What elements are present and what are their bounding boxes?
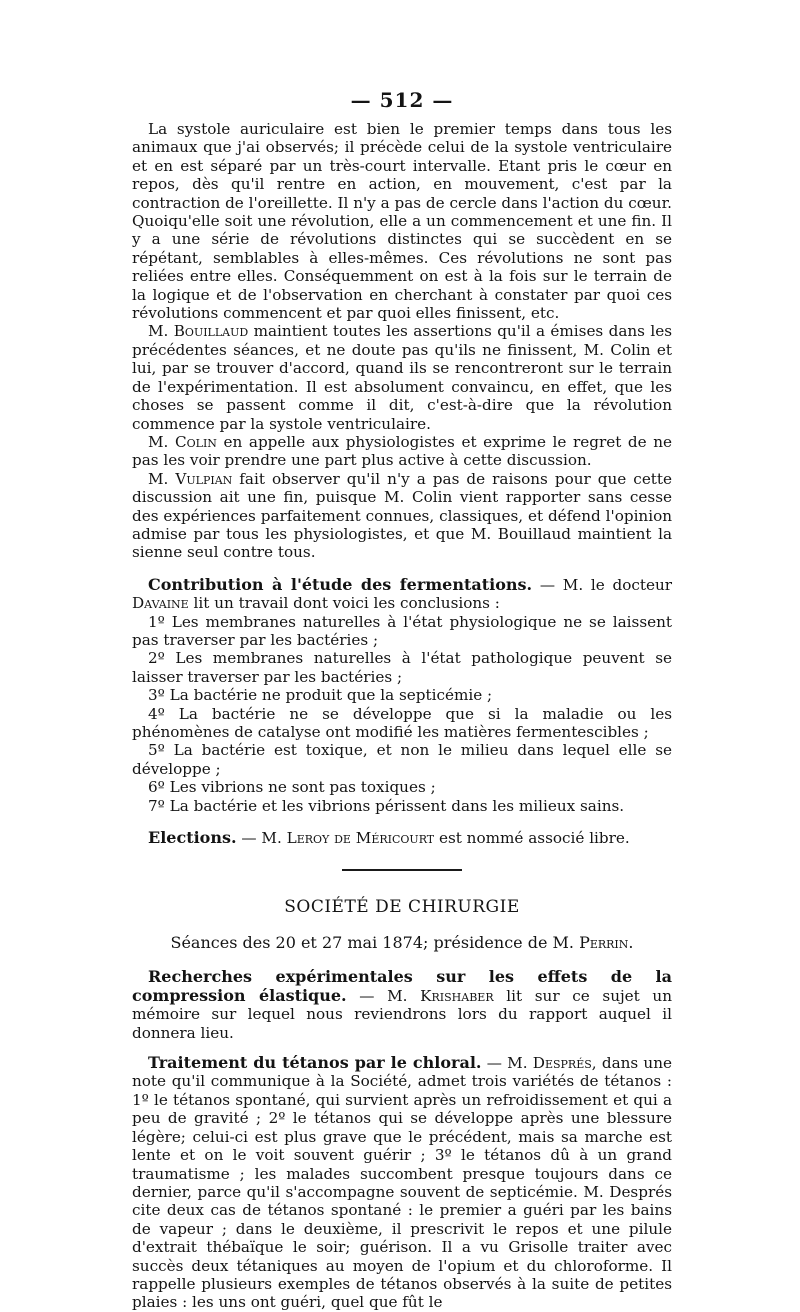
conclusion-item: 2º Les membranes naturelles à l'état pathologique peuvent se laisser traverser par les bactéries ; — [132, 649, 672, 686]
speaker-name: Bouillaud — [173, 322, 249, 341]
paragraph-systole: La systole auriculaire est bien le premier temps dans tous les animaux que j'ai observés; il précède celui de la systole ventriculaire et en est séparé par un très-court intervalle. Etant pris le cœur en repos, dès qu'il rentre en action, en mouvement, c'est par la contraction de l'oreillette. Il n'y a pas de cercle dans l'action du cœur. Quoiqu'elle soit une révolution, elle a un commencement et une fin. Il y a une série de révolutions distinctes qui se succèdent en se répétant, semblables à elles-mêmes. Ces révolutions ne sont pas reliées entre elles. Conséquemment on est à la fois sur le terrain de la logique et de l'observation en cherchant à constater par quoi ces révolutions commencent et par quoi elles finissent, etc. — [132, 120, 672, 323]
paragraph-vulpian — [132, 470, 672, 562]
paragraph-text: maintient toutes les assertions qu'il a émises dans les précédentes séances, et ne doute pas qu'ils ne finissent, M. Colin et lui, par se trouver d'accord, quand ils se rencontreront sur le terrain de l'expérimentation. Il est absolument convaincu, en effet, que les choses se passent comme il dit, c'est-à-dire que la révolution commence par la systole ventriculaire. — [132, 322, 672, 433]
section-dash: — M. — [481, 1054, 533, 1073]
conclusion-item: 1º Les membranes naturelles à l'état physiologique ne se laissent pas traverser par les bactéries ; — [132, 612, 672, 649]
conclusion-item: 3º La bactérie ne produit que la septicémie ; — [148, 686, 493, 705]
session-line — [132, 933, 672, 952]
society-heading: SOCIÉTÉ DE CHIRURGIE — [284, 897, 520, 918]
speaker-name: Colin — [175, 432, 217, 451]
speaker-prefix: M. — [148, 469, 176, 488]
speaker-prefix: M. — [148, 432, 175, 451]
conclusion-item: 4º La bactérie ne se développe que si la maladie ou les phénomènes de catalyse ont modifié les matières fermentescibles ; — [132, 704, 672, 741]
speaker-name: Després — [532, 1054, 592, 1073]
session-suffix: . — [628, 933, 634, 953]
section-title: Contribution à l'étude des fermentations. — [148, 574, 533, 594]
speaker-name: Davaine — [132, 594, 189, 613]
section-dash: — M. — [346, 986, 421, 1005]
elections-heading — [132, 829, 672, 847]
paragraph-text: en appelle aux physiologistes et exprime le regret de ne pas les voir prendre une part plus active à cette discussion. — [132, 432, 672, 470]
speaker-name: Krishaber — [420, 986, 494, 1005]
section-title: Traitement du tétanos par le chloral. — [148, 1053, 482, 1073]
section-title: Elections. — [148, 828, 237, 848]
speaker-name: Vulpian — [175, 469, 233, 488]
section-dash: — M. le docteur — [532, 575, 672, 594]
tetanos-paragraph — [132, 1054, 672, 1312]
section-text: lit sur ce sujet un mémoire sur lequel nous reviendrons lors du rapport auquel il donnera lieu. — [132, 986, 672, 1042]
section-divider — [342, 869, 462, 871]
conclusion-item: 6º Les vibrions ne sont pas toxiques ; — [148, 778, 436, 797]
compression-paragraph — [132, 968, 672, 1042]
session-text: Séances des 20 et 27 mai 1874; présidence de M. — [170, 933, 580, 953]
fermentations-heading — [132, 576, 672, 613]
conclusion-item: 7º La bactérie et les vibrions périssent dans les milieux sains. — [148, 796, 625, 815]
section-text: est nommé associé libre. — [434, 829, 630, 848]
speaker-prefix: M. — [148, 322, 174, 341]
paragraph-text: fait observer qu'il n'y a pas de raisons pour que cette discussion ait une fin, puisque M. Colin vient rapporter sans cesse des expériences parfaitement connues, classiques, et défend l'opinion admise par tous les physiologistes, et que M. Bouillaud maintient la sienne seul contre tous. — [132, 469, 673, 562]
section-text: lit un travail dont voici les conclusions : — [188, 594, 500, 613]
president-name: Perrin — [579, 933, 629, 953]
section-title: Recherches expérimentales sur les effets de la compression élastique. — [132, 967, 672, 1005]
paragraph-colin — [132, 433, 672, 470]
page-number: — 512 — — [350, 88, 454, 112]
section-dash: — M. — [236, 829, 287, 848]
speaker-name: Leroy de Méricourt — [286, 829, 435, 848]
paragraph-bouillaud — [132, 322, 672, 432]
section-text: , dans une note qu'il communique à la Société, admet trois variétés de tétanos : 1º le tétanos spontané, qui survient après un refroidissement et qui a peu de gravité ; 2º le tétanos qui se développe après une blessure légère; celui-ci est plus grave que le précédent, mais sa marche est lente et on le voit souvent guérir ; 3º le tétanos dû à un grand traumatisme ; les malades succombent presque toujours dans ce dernier, parce qu'il s'accompagne souvent de septicémie. M. Després cite deux cas de tétanos spontané : le premier a guéri par les bains de vapeur ; dans le deuxième, il prescrivit le repos et une pilule d'extrait thébaïque le soir; guérison. Il a vu Grisolle traiter avec succès deux tétaniques au moyen de l'opium et du chloroforme. Il rappelle plusieurs exemples de tétanos observés à la suite de petites plaies : les uns ont guéri, quel que fût le — [132, 1054, 672, 1312]
conclusion-item: 5º La bactérie est toxique, et non le milieu dans lequel elle se développe ; — [132, 741, 672, 778]
